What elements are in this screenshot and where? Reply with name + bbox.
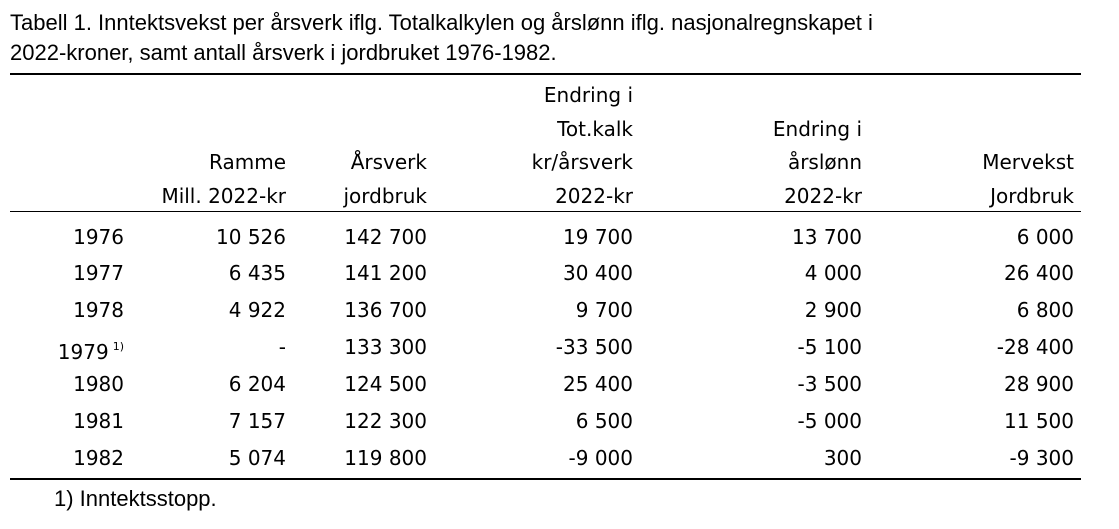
cell-aarslonn: -5 100 bbox=[797, 335, 862, 359]
cell-ramme: 5 074 bbox=[228, 446, 286, 470]
header-aarslonn-line-3: 2022-kr bbox=[784, 184, 862, 208]
cell-aarslonn: 4 000 bbox=[804, 261, 862, 285]
caption-line-2: 2022-kroner, samt antall årsverk i jordbruket 1976-1982. bbox=[10, 40, 557, 65]
cell-year: 1977 bbox=[73, 261, 124, 285]
header-aarslonn-line-1: Endring i bbox=[772, 117, 862, 141]
cell-mervekst: 11 500 bbox=[1004, 409, 1074, 433]
cell-totkalk: 19 700 bbox=[563, 225, 633, 249]
header-aarsverk-line-1: Årsverk bbox=[350, 150, 427, 174]
cell-totkalk: 30 400 bbox=[563, 261, 633, 285]
cell-ramme: 7 157 bbox=[228, 409, 286, 433]
cell-aarslonn: 2 900 bbox=[804, 298, 862, 322]
header-divider bbox=[10, 211, 1081, 212]
caption-line-1: Tabell 1. Inntektsvekst per årsverk iflg. Totalkalkylen og årslønn iflg. nasjonalregnskapet i bbox=[10, 10, 873, 35]
cell-mervekst: 6 000 bbox=[1016, 225, 1074, 249]
header-mervekst-line-2: Jordbruk bbox=[990, 184, 1074, 208]
cell-aarsverk: 119 800 bbox=[344, 446, 427, 470]
header-ramme-line-2: Mill. 2022-kr bbox=[161, 184, 286, 208]
cell-aarsverk: 141 200 bbox=[344, 261, 427, 285]
cell-totkalk: -9 000 bbox=[568, 446, 633, 470]
header-aarslonn-line-2: årslønn bbox=[787, 150, 862, 174]
cell-aarsverk: 124 500 bbox=[344, 372, 427, 396]
header-totkalk-line-2: Tot.kalk bbox=[557, 117, 633, 141]
footnote-marker: 1) bbox=[112, 340, 124, 353]
cell-ramme: - bbox=[278, 335, 286, 359]
cell-totkalk: 25 400 bbox=[563, 372, 633, 396]
cell-totkalk: 9 700 bbox=[575, 298, 633, 322]
cell-ramme: 6 435 bbox=[228, 261, 286, 285]
table-top-rule bbox=[10, 73, 1081, 75]
header-totkalk-line-1: Endring i bbox=[543, 83, 633, 107]
cell-mervekst: -28 400 bbox=[996, 335, 1074, 359]
cell-totkalk: -33 500 bbox=[555, 335, 633, 359]
cell-mervekst: -9 300 bbox=[1009, 446, 1074, 470]
header-ramme-line-1: Ramme bbox=[209, 150, 286, 174]
cell-year: 1978 bbox=[73, 298, 124, 322]
cell-aarslonn: 13 700 bbox=[792, 225, 862, 249]
header-totkalk-line-3: kr/årsverk bbox=[531, 150, 633, 174]
cell-aarslonn: 300 bbox=[823, 446, 862, 470]
cell-aarslonn: -5 000 bbox=[797, 409, 862, 433]
header-mervekst-line-1: Mervekst bbox=[982, 150, 1074, 174]
header-aarsverk-line-2: jordbruk bbox=[343, 184, 427, 208]
cell-year bbox=[58, 330, 124, 369]
cell-mervekst: 26 400 bbox=[1004, 261, 1074, 285]
cell-mervekst: 28 900 bbox=[1004, 372, 1074, 396]
cell-year: 1976 bbox=[73, 225, 124, 249]
cell-year: 1980 bbox=[73, 372, 124, 396]
cell-aarsverk: 136 700 bbox=[344, 298, 427, 322]
cell-ramme: 10 526 bbox=[216, 225, 286, 249]
cell-year: 1982 bbox=[73, 446, 124, 470]
table-caption bbox=[10, 8, 1090, 68]
cell-year: 1981 bbox=[73, 409, 124, 433]
cell-ramme: 6 204 bbox=[228, 372, 286, 396]
cell-mervekst: 6 800 bbox=[1016, 298, 1074, 322]
header-totkalk-line-4: 2022-kr bbox=[555, 184, 633, 208]
cell-ramme: 4 922 bbox=[228, 298, 286, 322]
footnote: 1) Inntektsstopp. bbox=[54, 486, 217, 511]
cell-year-value: 1979 bbox=[57, 340, 109, 364]
cell-aarsverk: 133 300 bbox=[344, 335, 427, 359]
table-bottom-rule bbox=[10, 478, 1081, 480]
cell-aarslonn: -3 500 bbox=[797, 372, 862, 396]
cell-aarsverk: 142 700 bbox=[344, 225, 427, 249]
cell-totkalk: 6 500 bbox=[575, 409, 633, 433]
cell-aarsverk: 122 300 bbox=[344, 409, 427, 433]
